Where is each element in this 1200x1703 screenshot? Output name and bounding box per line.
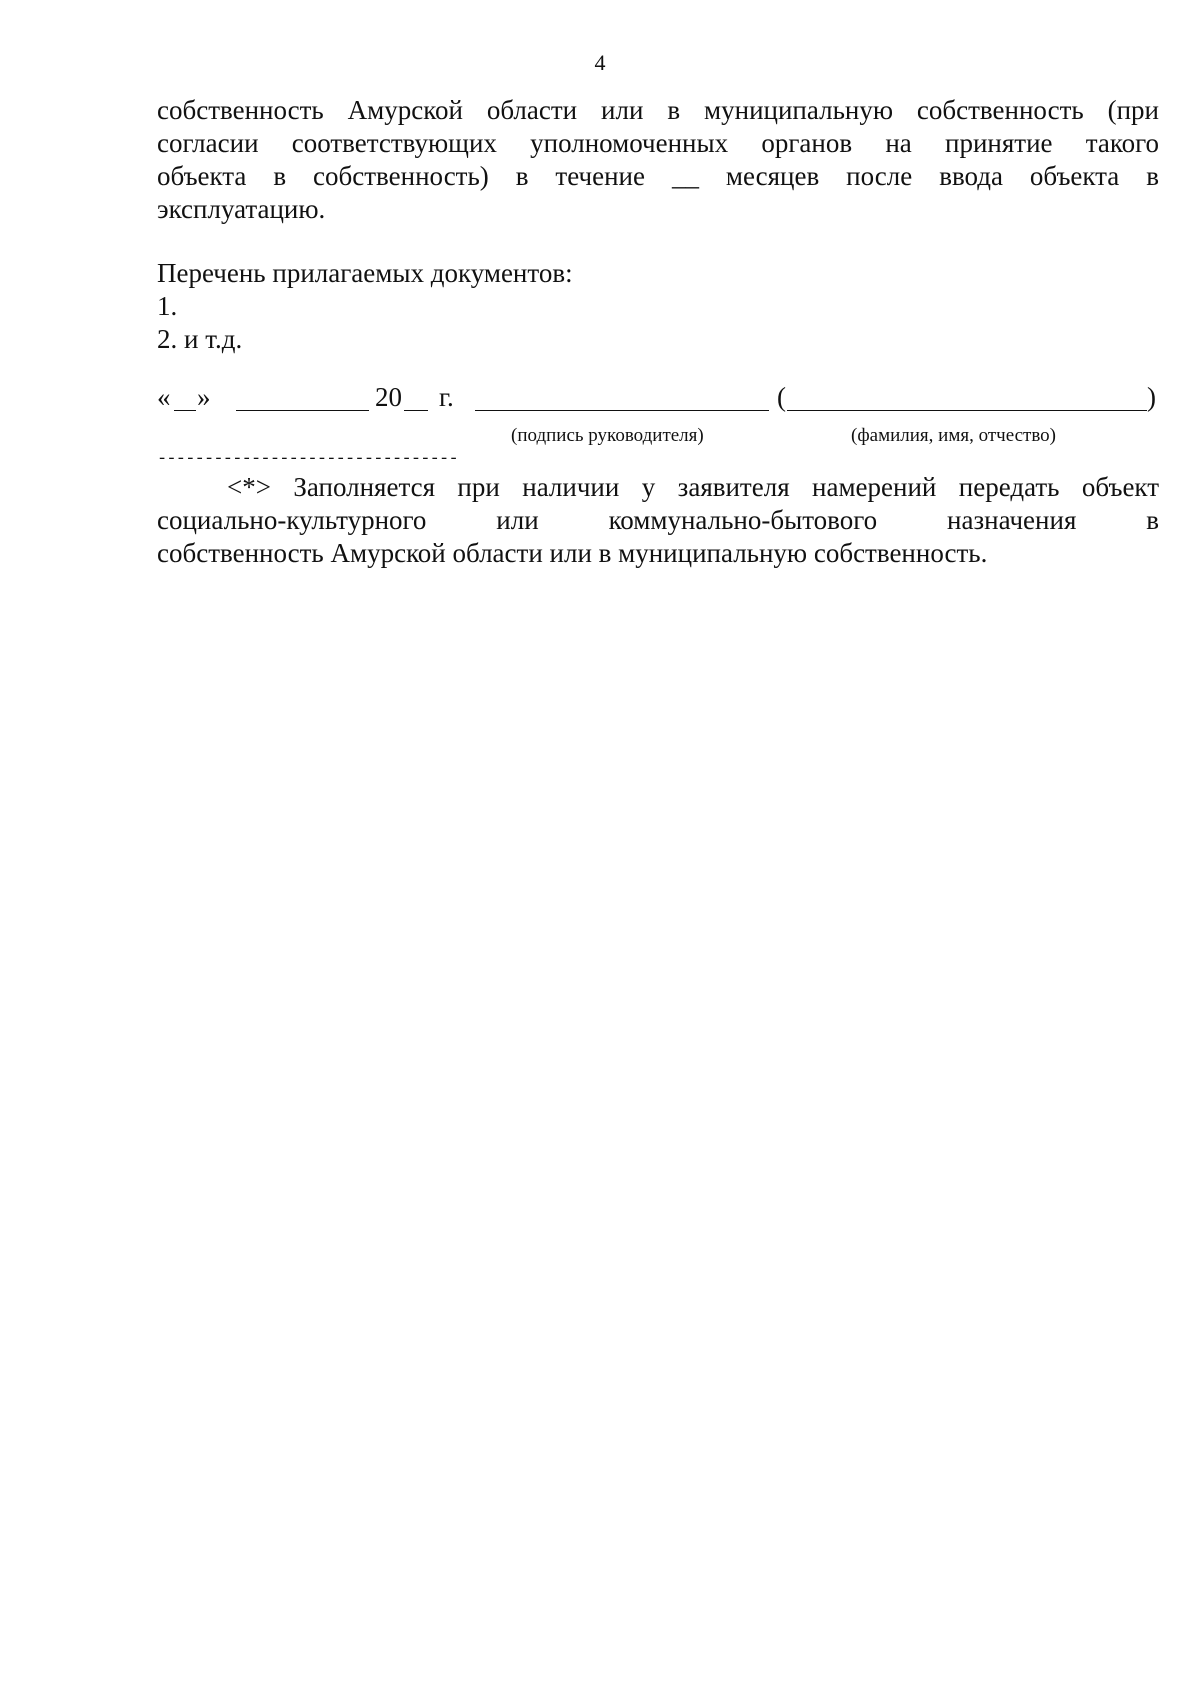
day-blank [174, 385, 196, 411]
attachments-section [157, 257, 1159, 356]
footnote-line: собственность Амурской области или в муниципальную собственность. [157, 538, 988, 568]
name-caption: (фамилия, имя, отчество) [851, 425, 1057, 446]
paragraph-line: согласии соответствующих уполномоченных органов на принятие такого [157, 128, 1159, 158]
name-paren-close: ) [1147, 382, 1156, 412]
signature-block [157, 381, 1159, 469]
signature-row [157, 381, 1159, 417]
signature-caption: (подпись руководителя) [511, 425, 704, 446]
year-suffix: г. [439, 382, 454, 412]
footnote-line: социально-культурного или коммунально-бытового назначения в [157, 505, 1159, 535]
footnote [157, 471, 1159, 570]
year-prefix: 20 [375, 382, 402, 412]
date-close-quote: » [197, 382, 211, 412]
attachment-item: 2. и т.д. [157, 324, 243, 354]
paragraph-line: собственность Амурской области или в муниципальную собственность (при [157, 95, 1159, 125]
name-line [787, 385, 1147, 411]
footnote-separator: -------------------------------- [157, 450, 458, 469]
name-paren-open: ( [777, 382, 786, 412]
paragraph-line: объекта в собственность) в течение __ месяцев после ввода объекта в [157, 161, 1159, 191]
main-paragraph [157, 94, 1159, 226]
signature-line [475, 385, 769, 411]
attachments-title: Перечень прилагаемых документов: [157, 258, 573, 288]
attachment-item: 1. [157, 291, 178, 321]
footnote-line: <*> Заполняется при наличии у заявителя намерений передать объект [227, 472, 1159, 502]
document-body [157, 94, 1159, 570]
paragraph-line: эксплуатацию. [157, 194, 326, 224]
year-blank [404, 385, 428, 411]
month-blank [236, 385, 369, 411]
page-number: 4 [594, 50, 606, 75]
date-open-quote: « [157, 382, 171, 412]
